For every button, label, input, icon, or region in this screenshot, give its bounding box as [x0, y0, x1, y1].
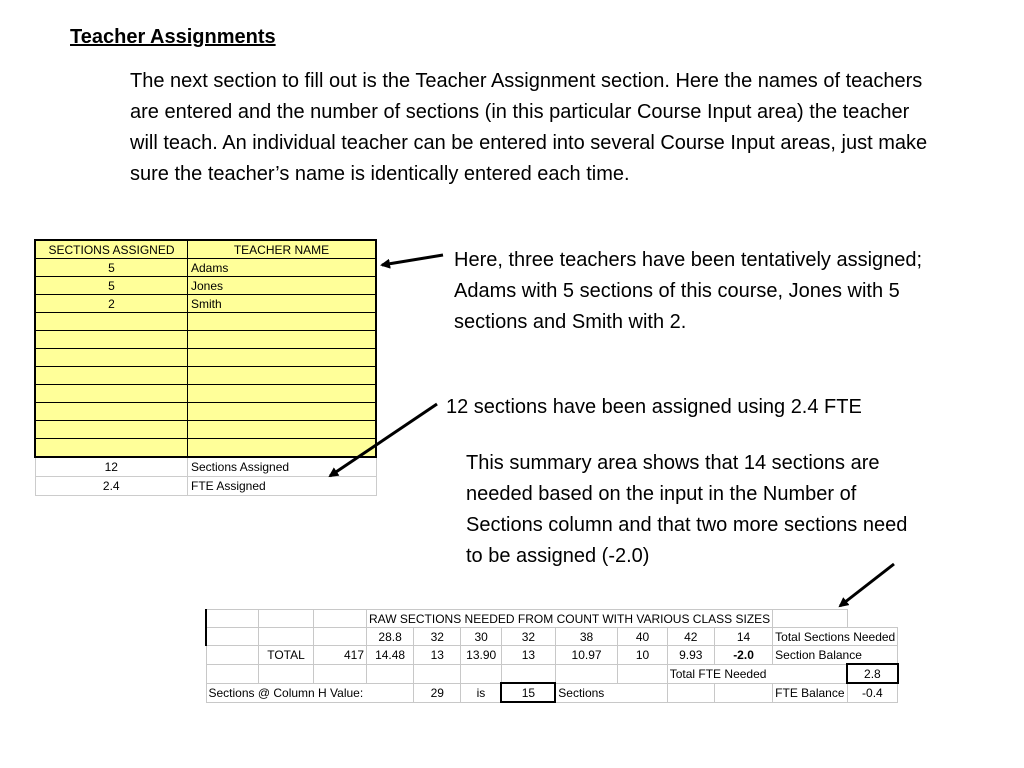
column-h-sections-label: Sections: [555, 683, 667, 702]
raw-sections-cell: 9.93: [667, 646, 714, 665]
raw-sections-cell: 14.48: [367, 646, 414, 665]
class-size-cell[interactable]: 38: [555, 628, 618, 646]
class-size-cell[interactable]: 32: [414, 628, 461, 646]
total-sections-value: 14: [714, 628, 772, 646]
header-teacher-name: TEACHER NAME: [188, 240, 377, 259]
teacher-name-cell[interactable]: Smith: [188, 295, 377, 313]
class-size-cell[interactable]: 30: [461, 628, 502, 646]
raw-sections-cell: 10: [618, 646, 667, 665]
fte-needed-label: Total FTE Needed: [667, 664, 847, 683]
column-h-is: is: [461, 683, 502, 702]
raw-sections-cell: 13.90: [461, 646, 502, 665]
sections-assigned-label: Sections Assigned: [188, 457, 377, 477]
class-size-cell[interactable]: 28.8: [367, 628, 414, 646]
header-sections-assigned: SECTIONS ASSIGNED: [35, 240, 188, 259]
total-count: 417: [314, 646, 367, 665]
class-size-cell[interactable]: 32: [501, 628, 555, 646]
three-teachers-note: Here, three teachers have been tentatively assigned; Adams with 5 sections of this course, Jones with 5 sections and Smith with 2.: [454, 249, 923, 333]
fte-assigned-value: 2.4: [35, 477, 188, 496]
sections-cell[interactable]: 5: [35, 259, 188, 277]
sections-cell[interactable]: 5: [35, 277, 188, 295]
teacher-name-cell[interactable]: Jones: [188, 277, 377, 295]
total-sections-label: Total Sections Needed: [773, 628, 898, 646]
column-h-size: 29: [414, 683, 461, 702]
section-balance-label: Section Balance: [773, 646, 898, 665]
teacher-name-cell[interactable]: Adams: [188, 259, 377, 277]
total-label: TOTAL: [259, 646, 314, 665]
intro-paragraph: The next section to fill out is the Teacher Assignment section. Here the names of teachers are entered and the number of sections (in this particular Course Input area) the teacher will teach. An individual teacher can be entered into several Course Input areas, just make sure the teacher’s name is identically entered each time.: [130, 70, 928, 185]
raw-sections-cell: 13: [501, 646, 555, 665]
arrow-to-section-balance: [840, 564, 894, 606]
raw-sections-cell: 13: [414, 646, 461, 665]
fte-balance-value: -0.4: [847, 683, 898, 702]
class-size-cell[interactable]: 40: [618, 628, 667, 646]
sections-cell[interactable]: 2: [35, 295, 188, 313]
column-h-sections-value[interactable]: 15: [501, 683, 555, 702]
raw-sections-cell: 10.97: [555, 646, 618, 665]
arrow-to-sections-assigned: [330, 404, 437, 476]
class-size-cell[interactable]: 42: [667, 628, 714, 646]
fte-balance-label: FTE Balance: [773, 683, 847, 702]
fte-assigned-label: FTE Assigned: [188, 477, 377, 496]
raw-sections-heading: RAW SECTIONS NEEDED FROM COUNT WITH VARIOUS CLASS SIZES: [367, 610, 773, 628]
fte-needed-value: 2.8: [847, 664, 898, 683]
section-balance-value: -2.0: [714, 646, 772, 665]
summary-note: This summary area shows that 14 sections are needed based on the input in the Number of Sections column and that two more sections need to be assigned (-2.0): [466, 452, 908, 567]
column-h-label: Sections @ Column H Value:: [206, 683, 414, 702]
sections-assigned-value: 12: [35, 457, 188, 477]
arrow-to-teacher-names: [382, 255, 443, 265]
page-title: Teacher Assignments: [70, 26, 276, 48]
sections-fte-note: 12 sections have been assigned using 2.4 FTE: [446, 396, 862, 418]
